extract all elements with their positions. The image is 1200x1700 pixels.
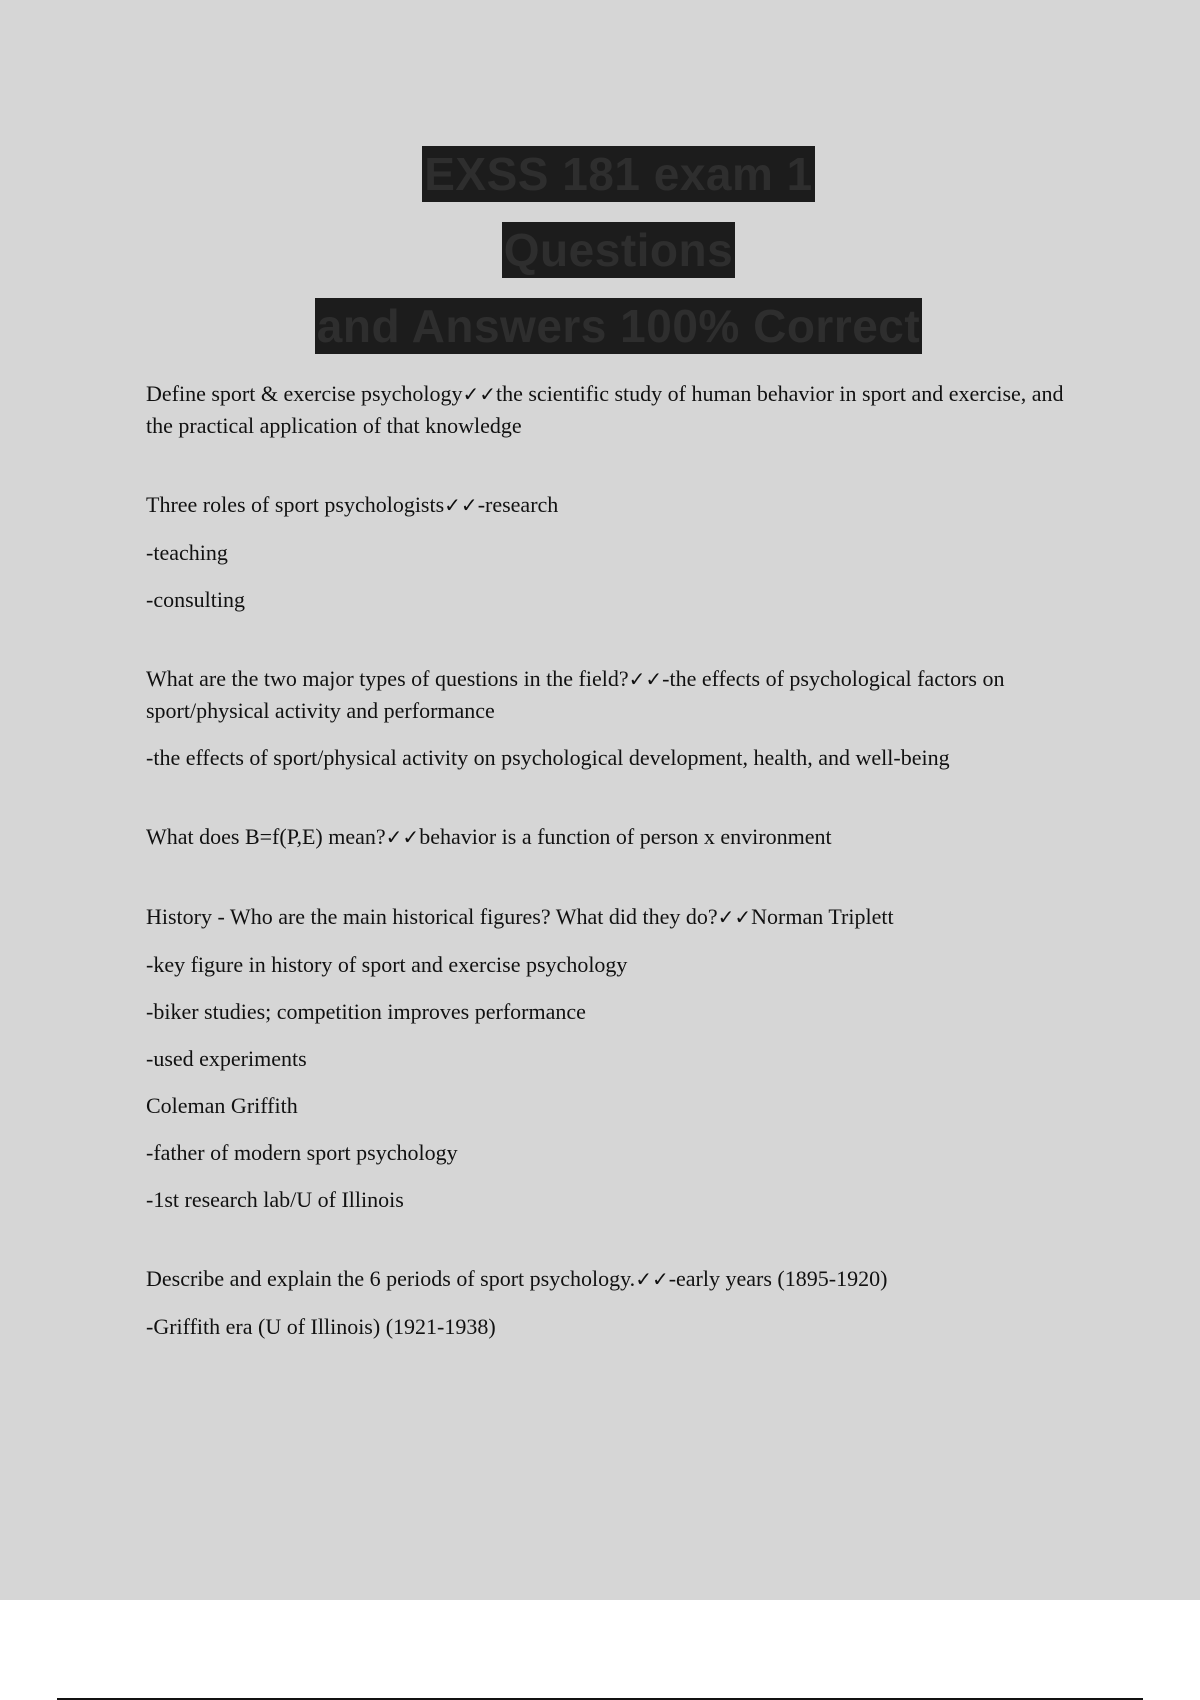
qa-item [146,663,1076,726]
question-text: Define sport & exercise psychology [146,381,463,406]
answer-text: Norman Triplett [751,904,894,929]
answer-text: behavior is a function of person x environment [419,824,832,849]
double-check-icon: ✓✓ [385,825,420,849]
answer-line: -1st research lab/U of Illinois [146,1187,404,1212]
title-line-3: and Answers 100% Correct [316,300,921,352]
answer-line: -teaching [146,540,228,565]
double-check-icon: ✓✓ [444,493,478,517]
answer-text: -research [477,492,559,517]
qa-item [146,821,1076,853]
question-text: What are the two major types of questions in the field? [146,666,629,691]
double-check-icon: ✓✓ [635,1267,669,1291]
title-line-2: Questions [503,224,734,276]
answer-line: -key figure in history of sport and exercise psychology [146,952,628,977]
qa-item [146,489,1076,521]
title-block [0,146,1200,374]
title-line-1: EXSS 181 exam 1 [424,148,813,200]
qa-item [146,378,1076,441]
question-text: Three roles of sport psychologists [146,492,445,517]
qa-item [146,901,1076,933]
answer-text: -the effects of psychological factors on sport/physical activity and performance [146,666,1005,723]
answer-line: -the effects of sport/physical activity on psychological development, health, and well-being [146,745,950,770]
double-check-icon: ✓✓ [628,667,663,691]
qa-item [146,1263,1076,1295]
answer-line: -used experiments [146,1046,307,1071]
question-text: What does B=f(P,E) mean? [146,824,386,849]
answer-line: -father of modern sport psychology [146,1140,458,1165]
answer-text: -early years (1895-1920) [668,1266,888,1291]
answer-line: -biker studies; competition improves performance [146,999,586,1024]
double-check-icon: ✓✓ [462,382,496,406]
answer-line: -Griffith era (U of Illinois) (1921-1938) [146,1314,496,1339]
qa-content [146,378,1076,1358]
answer-text: the scientific study of human behavior in sport and exercise, and the practical application of that knowledge [146,381,1064,438]
double-check-icon: ✓✓ [717,905,752,929]
answer-line: -consulting [146,587,245,612]
question-text: History - Who are the main historical figures? What did they do? [146,904,718,929]
answer-line: Coleman Griffith [146,1093,298,1118]
question-text: Describe and explain the 6 periods of sport psychology. [146,1266,636,1291]
